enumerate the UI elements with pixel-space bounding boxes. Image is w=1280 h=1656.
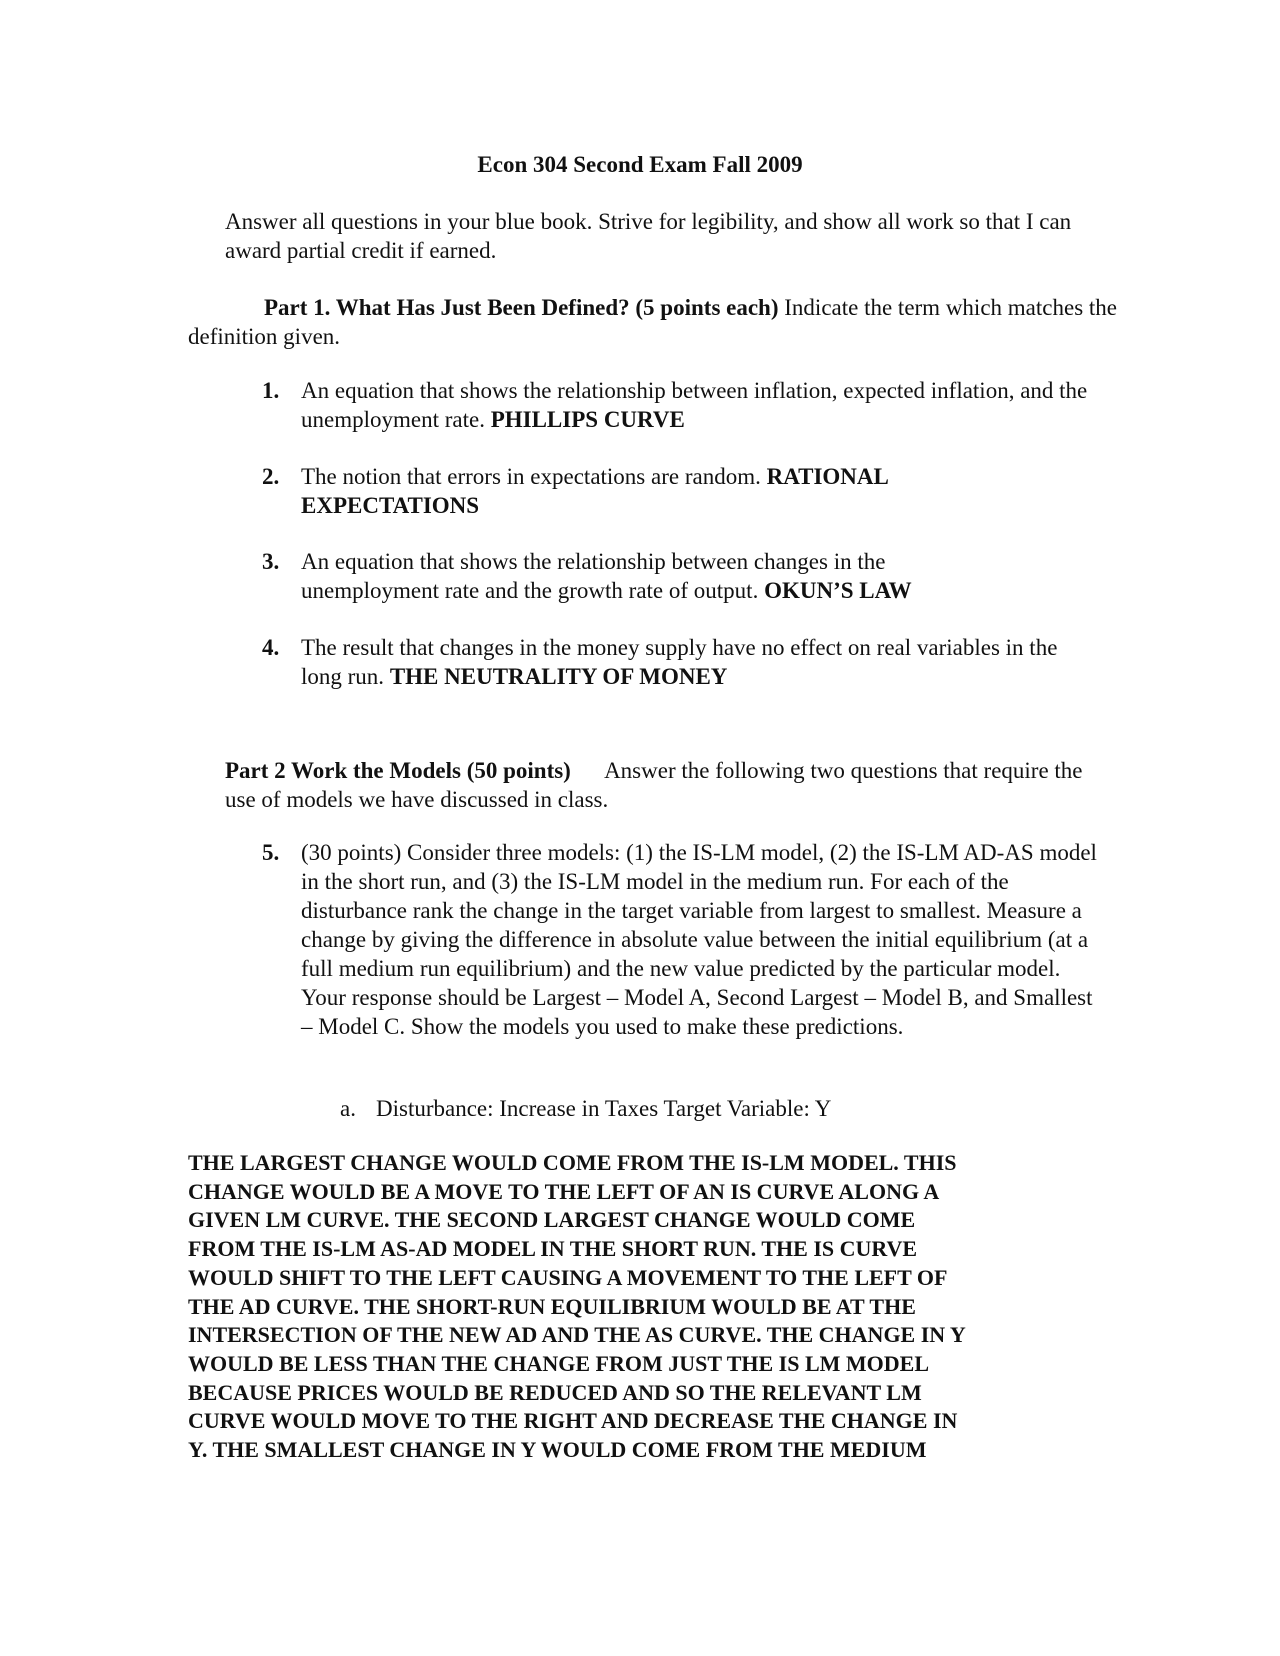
answer-line: INTERSECTION OF THE NEW AD AND THE AS CURVE. THE CHANGE IN Y <box>188 1322 966 1348</box>
question-text <box>301 547 981 605</box>
answer-line: THE AD CURVE. THE SHORT-RUN EQUILIBRIUM WOULD BE AT THE <box>188 1293 916 1319</box>
answer-line: WOULD BE LESS THAN THE CHANGE FROM JUST THE IS LM MODEL <box>188 1350 930 1376</box>
question-number: 4. <box>262 635 280 660</box>
question-answer: OKUN’S LAW <box>764 578 912 603</box>
question-text <box>301 462 951 520</box>
question-answer: RATIONAL EXPECTATIONS <box>301 464 888 518</box>
part1-text: Indicate the term which matches the definition given. <box>188 295 1117 349</box>
part1-heading: Part 1. What Has Just Been Defined? (5 points each) <box>264 295 779 320</box>
question-answer: PHILLIPS CURVE <box>490 407 685 432</box>
subquestion-text: Disturbance: Increase in Taxes Target Variable: Y <box>376 1096 832 1121</box>
subquestion-label: a. <box>340 1096 356 1121</box>
answer-line: BECAUSE PRICES WOULD BE REDUCED AND SO THE RELEVANT LM <box>188 1379 922 1405</box>
question-text: (30 points) Consider three models: (1) the IS-LM model, (2) the IS-LM AD-AS model in the short run, and (3) the IS-LM model in the medium run. For each of the disturbance rank the change in the target variable from largest to smallest. Measure a change by giving the difference in absolute value between the initial equilibrium (at a full medium run equilibrium) and the new value predicted by the particular model. Your response should be Largest – Model A, Second Largest – Model B, and Smallest – Model C. Show the models you used to make these predictions. <box>301 840 1097 1039</box>
answer-text <box>188 1149 1098 1465</box>
question-prompt: An equation that shows the relationship between changes in the unemployment rate and the growth rate of output. <box>301 549 886 603</box>
question-number: 2. <box>262 464 280 489</box>
answer-line: GIVEN LM CURVE. THE SECOND LARGEST CHANGE WOULD COME <box>188 1207 916 1233</box>
exam-title: Econ 304 Second Exam Fall 2009 <box>477 152 803 177</box>
answer-line: Y. THE SMALLEST CHANGE IN Y WOULD COME FROM THE MEDIUM <box>188 1437 927 1463</box>
question-prompt: An equation that shows the relationship between inflation, expected inflation, and the unemployment rate. <box>301 378 1088 432</box>
part2-text: Answer the following two questions that require the use of models we have discussed in class. <box>225 758 1089 812</box>
question-text <box>301 376 1101 434</box>
answer-line: THE LARGEST CHANGE WOULD COME FROM THE IS-LM MODEL. THIS <box>188 1150 957 1175</box>
question-number: 3. <box>262 549 280 574</box>
part1-intro <box>188 293 1118 351</box>
answer-line: FROM THE IS-LM AS-AD MODEL IN THE SHORT RUN. THE IS CURVE <box>188 1236 918 1262</box>
question-prompt: The notion that errors in expectations are random. <box>301 464 767 489</box>
question-answer: THE NEUTRALITY OF MONEY <box>389 664 728 689</box>
answer-line: CURVE WOULD MOVE TO THE RIGHT AND DECREASE THE CHANGE IN <box>188 1408 958 1434</box>
answer-line: WOULD SHIFT TO THE LEFT CAUSING A MOVEMENT TO THE LEFT OF <box>188 1264 948 1290</box>
question-number: 1. <box>262 378 280 403</box>
question-prompt: The result that changes in the money supply have no effect on real variables in the long run. <box>301 635 1058 689</box>
question-text <box>301 633 1101 691</box>
part2-heading: Part 2 Work the Models (50 points) <box>225 758 571 783</box>
answer-line: CHANGE WOULD BE A MOVE TO THE LEFT OF AN IS CURVE ALONG A <box>188 1178 940 1204</box>
question-number: 5. <box>262 840 280 865</box>
exam-instructions: Answer all questions in your blue book. Strive for legibility, and show all work so that I can award partial credit if earned. <box>225 209 1072 263</box>
part2-intro <box>225 756 1105 814</box>
